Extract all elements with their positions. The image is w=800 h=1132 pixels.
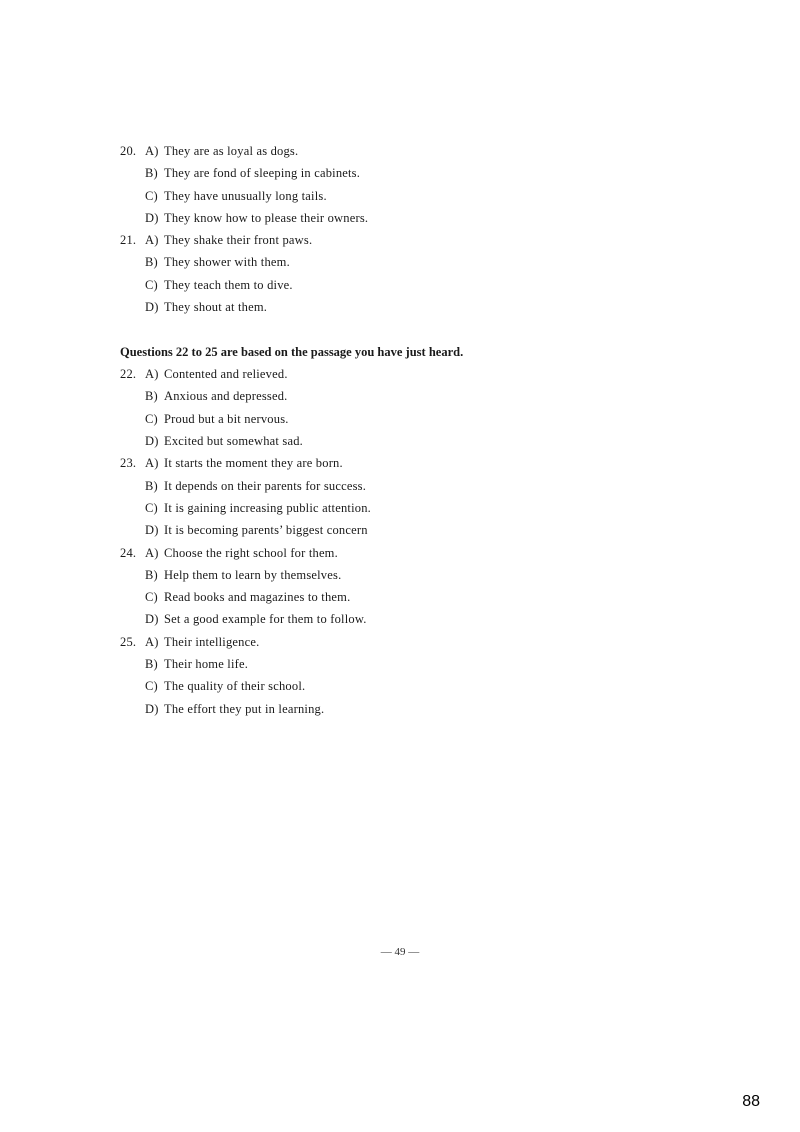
option-letter: C)	[145, 188, 158, 203]
option-letter: B)	[145, 166, 158, 181]
question-20	[120, 140, 740, 229]
option-text: They shake their front paws.	[164, 233, 313, 248]
option-letter: A)	[145, 456, 159, 471]
question-number	[120, 385, 145, 407]
answer-option	[120, 408, 740, 430]
answer-option	[120, 296, 740, 318]
question-number	[120, 251, 145, 273]
answer-option	[120, 564, 740, 586]
question-number: 20.	[120, 144, 137, 158]
option-letter: D)	[145, 701, 159, 716]
question-number: 22.	[120, 367, 137, 382]
answer-option	[120, 185, 740, 207]
answer-option	[120, 251, 740, 273]
answer-option	[120, 586, 740, 608]
option-letter: A)	[145, 545, 159, 560]
answer-option	[120, 274, 740, 296]
option-letter: B)	[145, 255, 158, 270]
option-text: They teach them to dive.	[164, 277, 293, 292]
option-text: They shower with them.	[164, 255, 290, 270]
question-number	[120, 653, 145, 675]
answer-option	[120, 497, 740, 519]
answer-option	[120, 675, 740, 697]
question-number	[120, 185, 145, 207]
option-letter: C)	[145, 500, 158, 515]
question-24	[120, 542, 740, 631]
option-letter: C)	[145, 590, 158, 605]
option-text: Help them to learn by themselves.	[164, 567, 342, 582]
sheet-number: 88	[742, 1093, 760, 1110]
page-number: — 49 —	[380, 946, 420, 958]
option-text: They know how to please their owners.	[164, 210, 369, 225]
question-25	[120, 631, 740, 720]
option-letter: B)	[145, 478, 158, 493]
question-number	[120, 162, 145, 184]
answer-option	[120, 608, 740, 630]
question-number	[120, 564, 145, 586]
question-number: 24.	[120, 545, 137, 560]
answer-option	[120, 162, 740, 184]
option-text: They shout at them.	[164, 300, 268, 315]
section-heading: Questions 22 to 25 are based on the passage you have just heard.	[120, 344, 464, 359]
answer-option	[120, 542, 740, 564]
option-letter: D)	[145, 523, 159, 538]
option-text: Proud but a bit nervous.	[164, 411, 289, 426]
question-number	[120, 475, 145, 497]
option-text: It starts the moment they are born.	[164, 456, 343, 471]
question-number	[120, 408, 145, 430]
question-number	[120, 519, 145, 541]
answer-option	[120, 631, 740, 653]
option-letter: B)	[145, 657, 158, 672]
answer-option	[120, 519, 740, 541]
question-number: 23.	[120, 456, 137, 471]
option-text: Set a good example for them to follow.	[164, 612, 367, 627]
option-letter: B)	[145, 567, 158, 582]
question-number	[120, 698, 145, 720]
option-letter: A)	[145, 634, 159, 649]
question-number	[120, 675, 145, 697]
option-letter: A)	[145, 144, 159, 158]
answer-option	[120, 207, 740, 229]
option-text: Their intelligence.	[164, 634, 260, 649]
option-text: Excited but somewhat sad.	[164, 434, 303, 449]
option-letter: D)	[145, 612, 159, 627]
option-letter: C)	[145, 277, 158, 292]
answer-option	[120, 363, 740, 385]
option-text: The effort they put in learning.	[164, 701, 325, 716]
option-text: Anxious and depressed.	[164, 389, 288, 404]
option-text: It is gaining increasing public attention.	[164, 500, 371, 515]
option-text: It is becoming parents’ biggest concern	[164, 523, 368, 538]
option-letter: C)	[145, 679, 158, 694]
question-block-20-21	[120, 140, 740, 318]
question-number: 21.	[120, 233, 137, 248]
option-letter: D)	[145, 210, 159, 225]
option-text: Their home life.	[164, 657, 249, 672]
option-letter: C)	[145, 411, 158, 426]
question-number	[120, 608, 145, 630]
question-number	[120, 207, 145, 229]
option-text: They are as loyal as dogs.	[164, 144, 299, 158]
option-text: The quality of their school.	[164, 679, 306, 694]
answer-option	[120, 385, 740, 407]
question-number	[120, 586, 145, 608]
question-22	[120, 363, 740, 452]
answer-option	[120, 475, 740, 497]
option-text: They have unusually long tails.	[164, 188, 327, 203]
option-text: It depends on their parents for success.	[164, 478, 367, 493]
answer-option	[120, 452, 740, 474]
question-number	[120, 296, 145, 318]
option-text: They are fond of sleeping in cabinets.	[164, 166, 361, 181]
answer-option	[120, 698, 740, 720]
option-letter: D)	[145, 300, 159, 315]
option-letter: A)	[145, 233, 159, 248]
answer-option	[120, 140, 740, 162]
question-number: 25.	[120, 634, 137, 649]
option-text: Read books and magazines to them.	[164, 590, 351, 605]
option-letter: A)	[145, 367, 159, 382]
question-list	[120, 140, 740, 720]
answer-option	[120, 430, 740, 452]
question-23	[120, 452, 740, 541]
question-number	[120, 430, 145, 452]
question-number	[120, 497, 145, 519]
question-number	[120, 274, 145, 296]
question-block-22-25	[120, 363, 740, 720]
option-letter: D)	[145, 434, 159, 449]
answer-option	[120, 653, 740, 675]
option-letter: B)	[145, 389, 158, 404]
option-text: Choose the right school for them.	[164, 545, 338, 560]
question-21	[120, 229, 740, 318]
answer-option	[120, 229, 740, 251]
option-text: Contented and relieved.	[164, 367, 288, 382]
